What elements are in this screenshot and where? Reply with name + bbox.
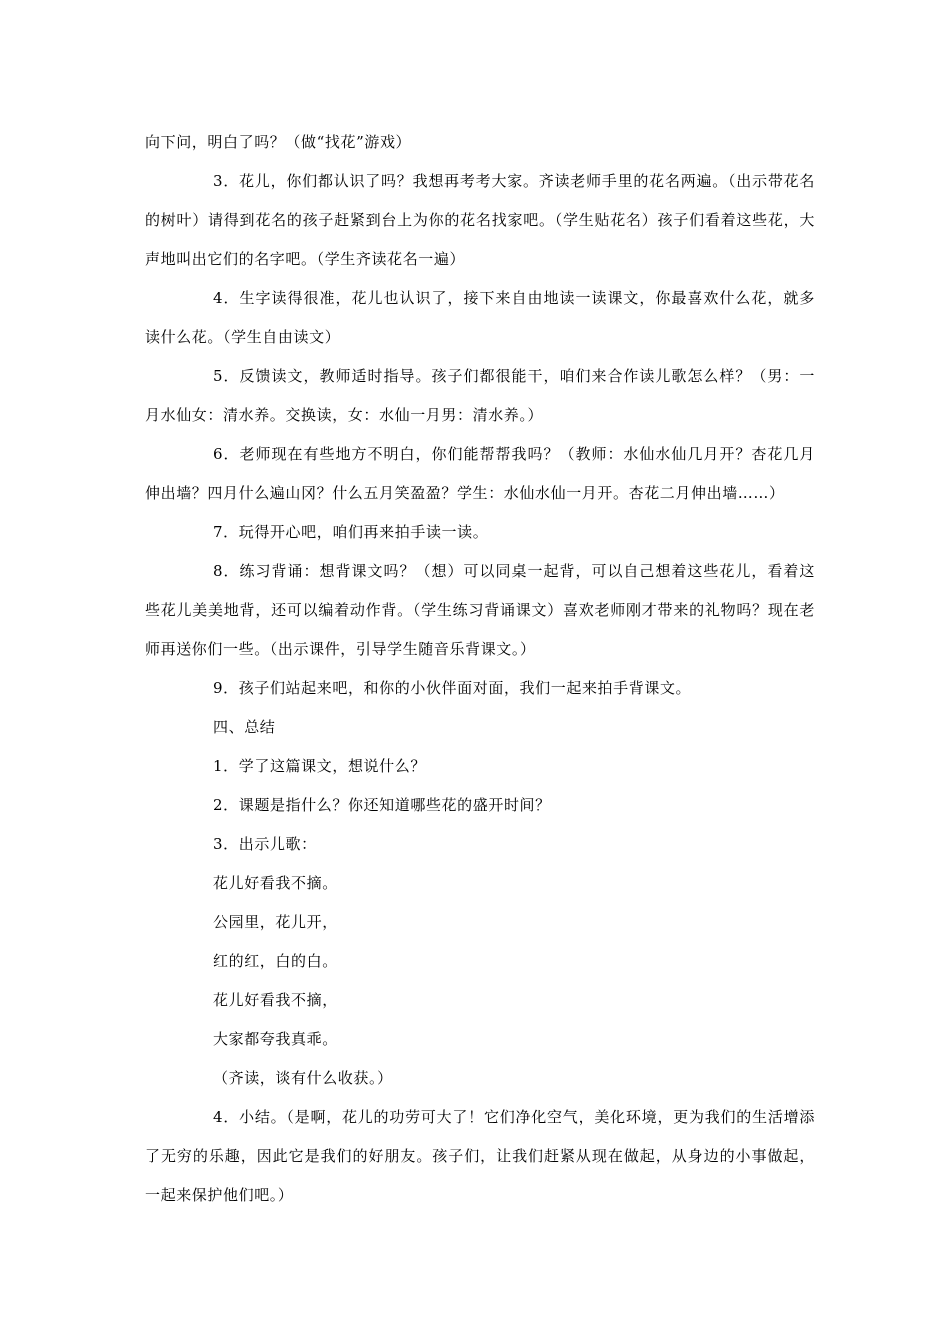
paragraph-step-3: 3．花儿，你们都认识了吗？我想再考考大家。齐读老师手里的花名两遍。（出示带花名的树叶）请得到花名的孩子赶紧到台上为你的花名找家吧。（学生贴花名）孩子们看着这些花，大声地叫出它们的名字吧。（学生齐读花名一遍） xyxy=(145,172,815,268)
summary-item-1: 1．学了这篇课文，想说什么？ xyxy=(213,757,426,775)
paragraph-step-9: 9．孩子们站起来吧，和你的小伙伴面对面，我们一起来拍手背课文。 xyxy=(213,679,692,697)
paragraph-conclusion: 4．小结。（是啊，花儿的功劳可大了！它们净化空气，美化环境，更为我们的生活增添了无穷的乐趣，因此它是我们的好朋友。孩子们，让我们赶紧从现在做起，从身边的小事做起，一起来保护他们吧。） xyxy=(145,1108,815,1204)
document-body xyxy=(145,123,815,1215)
paragraph-step-5: 5．反馈读文，教师适时指导。孩子们都很能干，咱们来合作读儿歌怎么样？（男：一月水仙女：清水养。交换读，女：水仙一月男：清水养。） xyxy=(145,367,815,424)
paragraph-step-7: 7．玩得开心吧，咱们再来拍手读一读。 xyxy=(213,523,489,541)
poem-line: 公园里，花儿开， xyxy=(213,913,338,931)
poem-note: （齐读，谈有什么收获。） xyxy=(213,1069,393,1087)
summary-item-2: 2．课题是指什么？你还知道哪些花的盛开时间？ xyxy=(213,796,551,814)
poem-line: 花儿好看我不摘， xyxy=(213,991,338,1009)
paragraph-step-4: 4．生字读得很准，花儿也认识了，接下来自由地读一读课文，你最喜欢什么花，就多读什么花。（学生自由读文） xyxy=(145,289,815,346)
paragraph-continuation: 向下问，明白了吗？（做“找花”游戏） xyxy=(145,133,412,151)
poem-line: 红的红，白的白。 xyxy=(213,952,338,970)
summary-item-3: 3．出示儿歌： xyxy=(213,835,317,853)
poem-line: 大家都夸我真乖。 xyxy=(213,1030,338,1048)
poem-title: 花儿好看我不摘。 xyxy=(213,874,338,892)
paragraph-step-8: 8．练习背诵：想背课文吗？（想）可以同桌一起背，可以自己想着这些花儿，看着这些花儿美美地背，还可以编着动作背。（学生练习背诵课文）喜欢老师刚才带来的礼物吗？现在老师再送你们一些。（出示课件，引导学生随音乐背课文。） xyxy=(145,562,815,658)
section-heading-summary: 四、总结 xyxy=(213,718,276,736)
paragraph-step-6: 6．老师现在有些地方不明白，你们能帮帮我吗？（教师：水仙水仙几月开？杏花几月伸出墙？四月什么遍山冈？什么五月笑盈盈？学生：水仙水仙一月开。杏花二月伸出墙……） xyxy=(145,445,815,502)
